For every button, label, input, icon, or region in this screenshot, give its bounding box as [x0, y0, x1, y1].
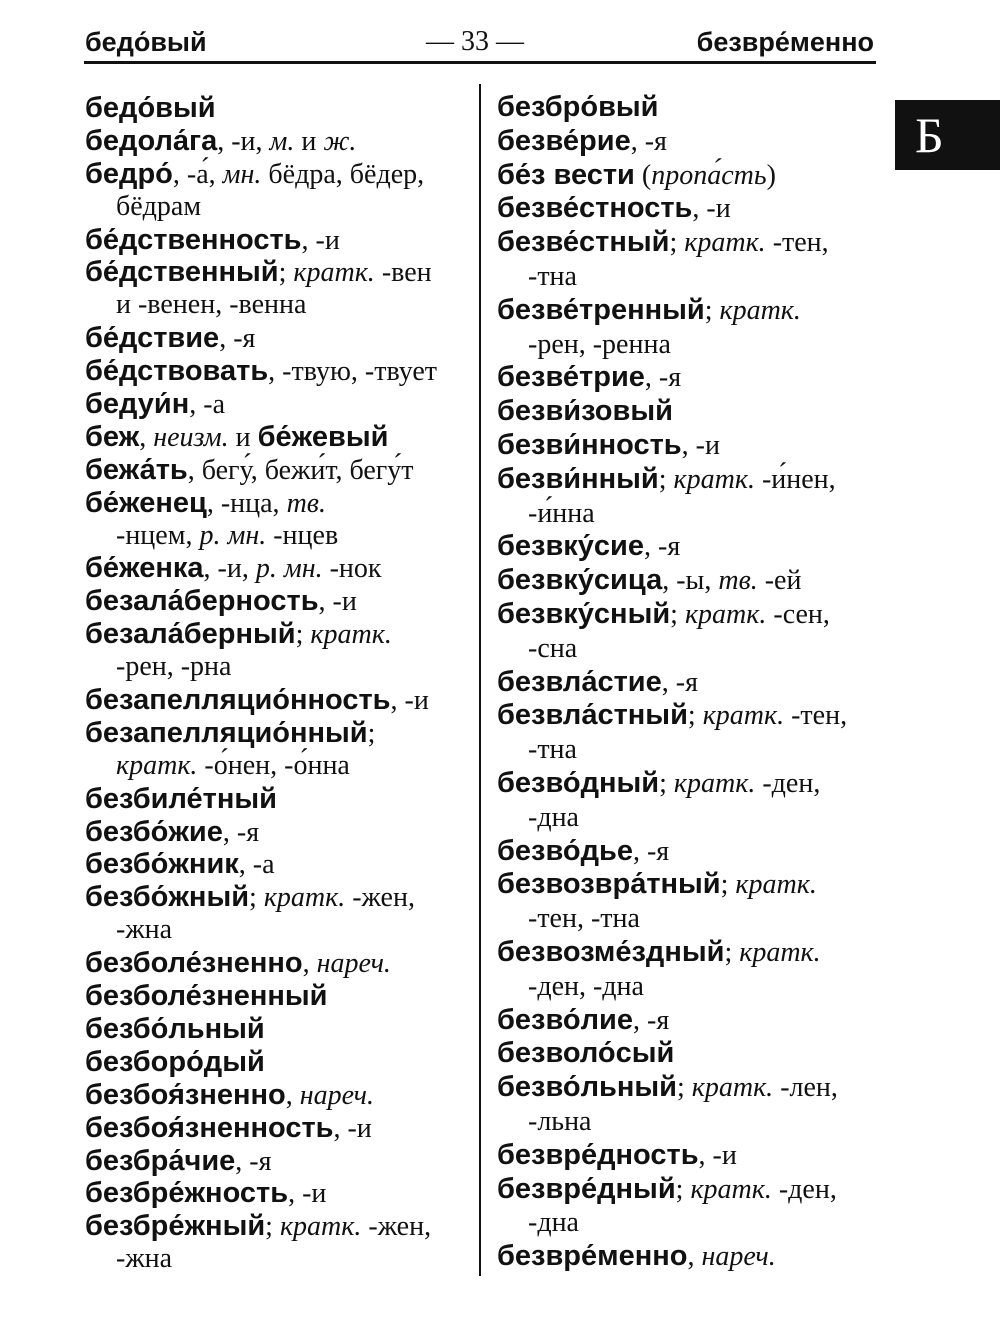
entry-continuation-line [497, 970, 887, 1004]
left-column [85, 92, 475, 1276]
grammar-form: -нок [322, 553, 382, 585]
thumb-index-tab [895, 100, 1000, 170]
entry-line [85, 355, 475, 388]
grammar-form: , -а [189, 389, 226, 421]
entry-line [497, 868, 887, 902]
headword: безбоя́зненность [85, 1111, 334, 1144]
grammar-form: , -и, [203, 553, 256, 585]
entry-line [497, 835, 887, 869]
headword: безбо́жник [85, 848, 239, 881]
entry-continuation-line [85, 520, 475, 553]
grammar-label: кратк. [310, 619, 392, 651]
grammar-form: , -и [318, 586, 357, 618]
grammar-form: , -я [644, 531, 681, 563]
headword: безво́дный [497, 766, 660, 799]
grammar-label: кратк. [116, 749, 198, 781]
dictionary-entry [85, 684, 475, 717]
dictionary-entry [497, 463, 887, 531]
grammar-form: , -и [390, 685, 429, 717]
grammar-label: неизм. [153, 421, 229, 453]
grammar-form: -ден, -дна [528, 970, 644, 1002]
grammar-form: -ден, [771, 1173, 837, 1205]
headword: безапелляцио́нность [85, 684, 391, 717]
grammar-label: кратк. [702, 700, 785, 732]
entry-line [497, 1240, 887, 1274]
entry-continuation-line [85, 191, 475, 224]
grammar-form: -жен, [345, 882, 415, 914]
grammar-form: -тен, [784, 700, 848, 732]
entry-line [85, 848, 475, 881]
grammar-form: -жна [116, 914, 173, 946]
grammar-label: кратк. [684, 598, 767, 630]
grammar-form: , -я [644, 362, 682, 394]
grammar-form: ; [295, 619, 311, 651]
grammar-form: ; [278, 257, 294, 289]
dictionary-entry [497, 361, 887, 395]
grammar-label: нареч. [299, 1079, 375, 1111]
dictionary-entry [85, 224, 475, 257]
grammar-form: -тен, [765, 227, 829, 259]
grammar-form: , -и [301, 224, 340, 256]
headword: безбро́вый [497, 91, 659, 123]
entry-line [85, 816, 475, 849]
entry-line [85, 1013, 475, 1046]
grammar-label: кратк. [673, 463, 755, 495]
entry-continuation-line [85, 914, 475, 947]
grammar-form: ; [658, 463, 674, 495]
grammar-form: -вен [374, 257, 432, 289]
grammar-form: , -я [630, 125, 667, 157]
entry-line [85, 618, 475, 651]
entry-line [85, 684, 475, 717]
headword: безви́нность [497, 428, 682, 461]
dictionary-entry [497, 1071, 887, 1139]
dictionary-entry [85, 980, 475, 1013]
headword: безве́трие [497, 361, 645, 394]
entry-line [85, 1145, 475, 1178]
headword: безбре́жный [85, 1210, 266, 1243]
grammar-form: -ден, [755, 767, 821, 799]
dictionary-entry [85, 1177, 475, 1210]
dictionary-entry [497, 395, 887, 429]
dictionary-entry [497, 159, 887, 193]
entry-line [497, 1139, 887, 1173]
headword: безбре́жность [85, 1177, 289, 1210]
grammar-label: кратк. [263, 882, 346, 914]
grammar-label: кратк. [719, 294, 801, 326]
entry-line [85, 487, 475, 520]
entry-line [497, 598, 887, 632]
headword: безвре́менно [497, 1240, 688, 1273]
grammar-form: -нцем, [116, 519, 200, 551]
grammar-form: и -венен, -венна [116, 289, 307, 321]
grammar-label: мн. [222, 158, 262, 190]
grammar-form: -тна [528, 260, 577, 292]
grammar-form: -нцев [266, 519, 339, 551]
grammar-label: кратк. [690, 1173, 772, 1205]
dictionary-entry [85, 158, 475, 224]
entry-line [85, 1079, 475, 1112]
headword: безвре́дность [497, 1138, 699, 1171]
entry-line [497, 91, 887, 125]
entry-line [85, 881, 475, 914]
headword: безбо́льный [85, 1012, 265, 1045]
grammar-form: , -я [235, 1145, 272, 1177]
dictionary-entry [497, 1139, 887, 1173]
dictionary-entry [85, 585, 475, 618]
entry-line [497, 767, 887, 801]
grammar-form: ; [704, 294, 720, 326]
grammar-form: -тен, -тна [528, 903, 640, 935]
entry-line [85, 322, 475, 355]
column-divider [479, 84, 481, 1276]
entry-line [497, 666, 887, 700]
entry-line [85, 454, 475, 487]
dictionary-entry [497, 91, 887, 125]
right-guide-word: безвре́менно [696, 27, 874, 57]
dictionary-entry [497, 1173, 887, 1241]
entry-line [85, 1046, 475, 1079]
grammar-form: бёдрам [116, 190, 202, 222]
dictionary-entry [497, 429, 887, 463]
dictionary-entry [85, 848, 475, 881]
grammar-form: , -и [681, 429, 720, 461]
headword: бе́дственный [85, 256, 279, 289]
left-guide-word: бедо́вый [85, 27, 207, 57]
entry-line [85, 125, 475, 158]
grammar-label: тв. [718, 565, 758, 597]
headword: беж [85, 420, 140, 453]
right-column [497, 91, 887, 1274]
dictionary-entry [497, 868, 887, 936]
grammar-form: ; [676, 1072, 692, 1104]
dictionary-entry [497, 530, 887, 564]
entry-line [85, 1210, 475, 1243]
grammar-form: , -я [632, 835, 670, 867]
dictionary-entry [85, 92, 475, 125]
grammar-form: , -и [692, 193, 731, 225]
entry-line [497, 125, 887, 159]
headword: безвозвра́тный [497, 868, 721, 901]
entry-continuation-line [85, 750, 475, 783]
grammar-form: ; [724, 936, 740, 968]
grammar-form: ; [720, 869, 736, 901]
entry-continuation-line [85, 651, 475, 684]
entry-line [497, 1071, 887, 1105]
grammar-form: ; [669, 227, 685, 259]
dictionary-entry [497, 564, 887, 598]
dictionary-entry [497, 767, 887, 835]
entry-line [85, 421, 475, 454]
headword: бе́женец [85, 486, 207, 519]
headword: безболе́зненно [85, 947, 303, 980]
headword: безво́лие [497, 1003, 633, 1036]
entry-continuation-line [497, 497, 887, 531]
grammar-form: , -и [698, 1139, 737, 1171]
headword: безвку́сный [497, 597, 671, 630]
headword: безбиле́тный [85, 782, 277, 815]
grammar-label: кратк. [691, 1072, 774, 1104]
dictionary-entry [497, 294, 887, 362]
grammar-form: , -я [661, 666, 698, 698]
grammar-form: , -я [222, 816, 260, 848]
entry-line [497, 226, 887, 260]
headword: безала́берный [85, 618, 296, 651]
headword: безве́стность [497, 192, 693, 225]
entry-line [85, 783, 475, 816]
headword: бе́дствовать [85, 355, 269, 388]
headword: безапелляцио́нный [85, 716, 368, 749]
grammar-label: ж. [323, 125, 357, 157]
headword: безвла́стный [497, 699, 688, 732]
headword: безвку́сие [497, 530, 645, 563]
dictionary-entry [85, 717, 475, 783]
dictionary-entry [85, 388, 475, 421]
grammar-form: и [228, 421, 258, 453]
headword: безве́тренный [497, 293, 705, 326]
headword: бедро́ [85, 157, 173, 190]
dictionary-entry [85, 947, 475, 980]
headword: безболе́зненный [85, 980, 328, 1013]
dictionary-entry [85, 454, 475, 487]
grammar-label: тв. [286, 487, 326, 519]
entry-continuation-line [497, 328, 887, 362]
grammar-form: , [687, 1241, 702, 1273]
dictionary-entry [497, 835, 887, 869]
dictionary-entry [497, 666, 887, 700]
headword: безво́дье [497, 834, 633, 867]
grammar-form: , -нца, [206, 487, 287, 519]
entry-line [85, 947, 475, 980]
grammar-label: кратк. [739, 936, 821, 968]
entry-line [497, 361, 887, 395]
grammar-label: кратк. [673, 767, 756, 799]
headword: безборо́дый [85, 1045, 265, 1078]
grammar-form: , бегу́, бежи́т, бегу́т [187, 454, 414, 486]
grammar-form: -дна [528, 1207, 579, 1239]
entry-line [85, 92, 475, 125]
headword: безволо́сый [497, 1037, 675, 1070]
grammar-label: р. мн. [199, 519, 267, 551]
grammar-form: -лен, [773, 1072, 838, 1104]
dictionary-entry [497, 699, 887, 767]
dictionary-entry [85, 881, 475, 947]
grammar-form: -и́нна [528, 497, 595, 529]
headword: бе́женка [85, 552, 204, 585]
grammar-form: -о́нен, -о́нна [197, 749, 350, 781]
entry-line [497, 699, 887, 733]
grammar-form: , -и, [217, 125, 270, 157]
grammar-form: -сен, [766, 598, 830, 630]
entry-continuation-line [497, 801, 887, 835]
headword: безбо́жие [85, 815, 223, 848]
grammar-form: , -твую, -твует [268, 356, 438, 388]
grammar-label: нареч. [701, 1241, 776, 1273]
grammar-form: ; [265, 1211, 280, 1243]
entry-continuation-line [497, 1105, 887, 1139]
headword: бе́дствие [85, 322, 220, 355]
entry-line [497, 463, 887, 497]
dictionary-entry [85, 256, 475, 322]
dictionary-entry [497, 226, 887, 294]
grammar-form: -дна [528, 801, 579, 833]
dictionary-entry [85, 125, 475, 158]
dictionary-entry [85, 1210, 475, 1276]
grammar-label: нареч. [316, 948, 391, 980]
headword: бежа́ть [85, 453, 188, 486]
grammar-form: бёдра, бёдер, [261, 158, 425, 190]
dictionary-entry [497, 1240, 887, 1274]
entry-continuation-line [497, 260, 887, 294]
headword: безбо́жный [85, 881, 250, 914]
grammar-form: ; [670, 598, 685, 630]
entry-line [85, 585, 475, 618]
headword: безвла́стие [497, 665, 662, 698]
entry-line [497, 530, 887, 564]
grammar-form: ( [634, 159, 652, 191]
entry-continuation-line [85, 289, 475, 322]
dictionary-entry [85, 1079, 475, 1112]
dictionary-entry [85, 783, 475, 816]
grammar-form: ; [675, 1173, 691, 1205]
grammar-form: -сна [528, 632, 578, 664]
headword: безве́рие [497, 124, 631, 157]
headword: безве́стный [497, 226, 670, 259]
dictionary-entry [85, 1046, 475, 1079]
dictionary-entry [85, 816, 475, 849]
grammar-form: -льна [528, 1105, 592, 1137]
grammar-label: кратк. [279, 1211, 362, 1243]
grammar-form: ; [367, 717, 376, 749]
grammar-form: -тна [528, 734, 577, 766]
headword: бедола́га [85, 124, 218, 157]
grammar-form: , -а [238, 849, 275, 881]
dictionary-entry [497, 936, 887, 1004]
grammar-form: , [285, 1079, 300, 1111]
grammar-form: , [302, 948, 317, 980]
dictionary-entry [85, 1112, 475, 1145]
grammar-label: м. [269, 125, 295, 157]
dictionary-entry [85, 552, 475, 585]
grammar-form: -жна [116, 1243, 173, 1275]
grammar-form: -рен, -рна [116, 651, 232, 683]
headword: безво́льный [497, 1071, 677, 1104]
headword: безви́нный [497, 462, 659, 495]
grammar-label: кратк. [735, 869, 817, 901]
grammar-form: , -и [333, 1112, 372, 1144]
grammar-form: , [139, 421, 154, 453]
grammar-form: , -и [288, 1178, 327, 1210]
headword: безви́зовый [497, 395, 673, 428]
entry-continuation-line [497, 632, 887, 666]
header-rule [84, 61, 876, 64]
headword: безвозме́здный [497, 935, 725, 968]
grammar-form: -жен, [361, 1211, 432, 1243]
headword: безала́берность [85, 585, 319, 618]
grammar-form: -и́нен, [754, 463, 836, 495]
grammar-label: р. мн. [255, 553, 323, 585]
dictionary-entry [497, 125, 887, 159]
entry-line [85, 256, 475, 289]
headword: безбра́чие [85, 1144, 236, 1177]
grammar-form: ; [659, 767, 674, 799]
dictionary-entry [85, 487, 475, 553]
grammar-form: и [294, 125, 324, 157]
dictionary-entry [85, 355, 475, 388]
dictionary-entry [85, 618, 475, 684]
entry-continuation-line [85, 1243, 475, 1276]
dictionary-entry [85, 1145, 475, 1178]
entry-line [497, 1037, 887, 1071]
dictionary-entry [85, 1013, 475, 1046]
dictionary-entry [497, 598, 887, 666]
headword: безвку́сица [497, 564, 663, 597]
entry-line [497, 294, 887, 328]
entry-line [85, 388, 475, 421]
entry-line [497, 192, 887, 226]
grammar-form: ) [766, 159, 776, 191]
headword: бе́з вести [497, 158, 635, 191]
entry-line [497, 564, 887, 598]
entry-line [85, 1112, 475, 1145]
grammar-label: кратк. [684, 227, 766, 259]
headword: бе́жевый [257, 420, 389, 453]
thumb-index-letter: Б [915, 107, 944, 163]
page-number: — 33 — [426, 26, 524, 57]
grammar-form: -ей [757, 565, 802, 597]
entry-continuation-line [497, 902, 887, 936]
entry-line [85, 224, 475, 257]
entry-line [85, 980, 475, 1013]
entry-continuation-line [497, 733, 887, 767]
entry-line [497, 936, 887, 970]
grammar-form: , -ы, [662, 565, 719, 597]
dictionary-entry [85, 322, 475, 355]
dictionary-entry [497, 1037, 887, 1071]
entry-continuation-line [497, 1206, 887, 1240]
grammar-form: -рен, -ренна [528, 328, 671, 360]
entry-line [497, 1004, 887, 1038]
entry-line [497, 429, 887, 463]
entry-line [85, 552, 475, 585]
headword: безвре́дный [497, 1172, 676, 1205]
grammar-form: ; [249, 882, 264, 914]
entry-line [85, 717, 475, 750]
grammar-form: , -я [219, 323, 256, 355]
dictionary-entry [85, 421, 475, 454]
grammar-form: ; [687, 700, 703, 732]
entry-line [497, 395, 887, 429]
grammar-form: , -я [633, 1004, 670, 1036]
grammar-label: пропа́сть [651, 159, 767, 191]
grammar-label: кратк. [293, 257, 375, 289]
entry-line [497, 159, 887, 193]
entry-line [497, 1173, 887, 1207]
headword: бедо́вый [85, 92, 216, 124]
headword: бе́дственность [85, 223, 302, 256]
headword: безбоя́зненно [85, 1078, 286, 1111]
entry-line [85, 1177, 475, 1210]
dictionary-entry [497, 192, 887, 226]
entry-line [85, 158, 475, 191]
grammar-form: , -а́, [172, 158, 223, 190]
headword: бедуи́н [85, 388, 190, 421]
dictionary-entry [497, 1004, 887, 1038]
